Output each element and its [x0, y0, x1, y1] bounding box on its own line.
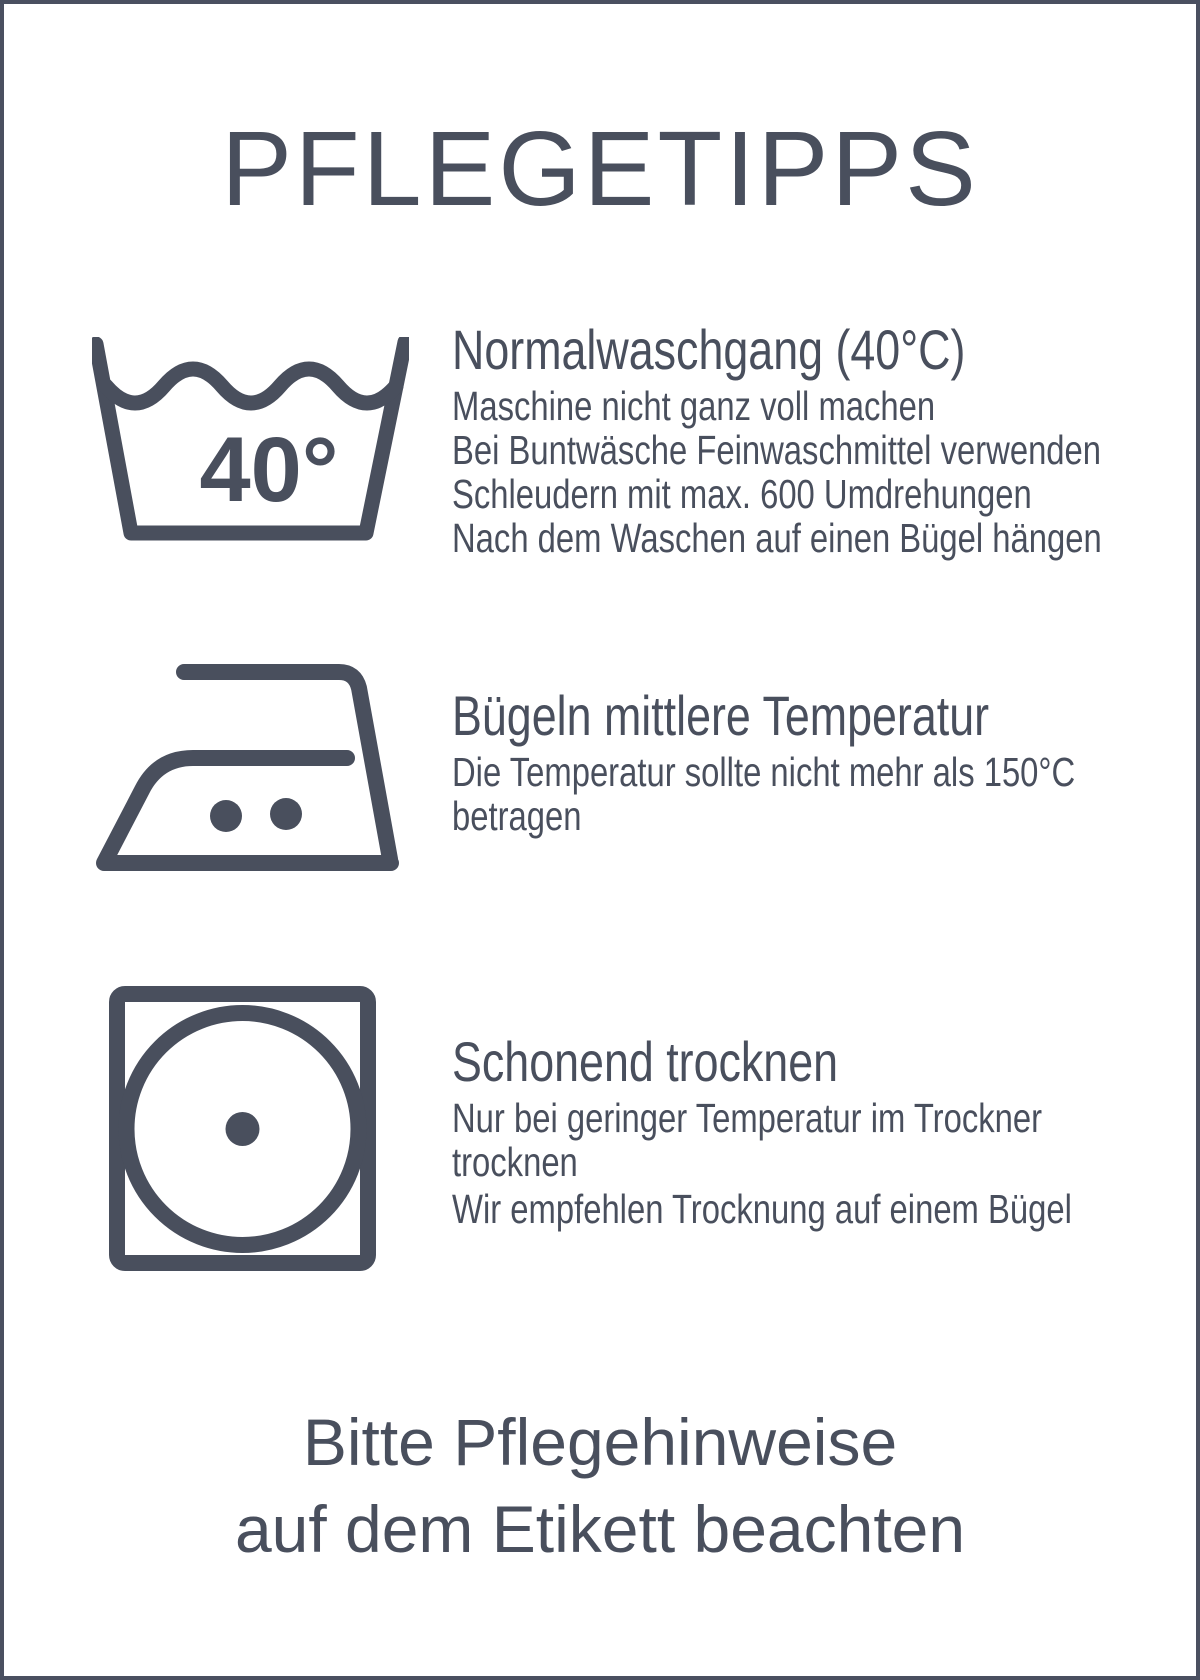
footer-note-line: auf dem Etikett beachten: [234, 1492, 966, 1566]
tumble-dry-icon-svg: [109, 986, 376, 1271]
iron-temperature-dot: [210, 800, 242, 832]
wash-section-heading: Normalwaschgang (40°C): [452, 318, 966, 381]
page-title: PFLEGETIPPS: [221, 110, 979, 228]
iron-tip-line: betragen: [452, 793, 582, 839]
footer-note: [4, 1399, 1196, 1573]
iron-section-heading: Bügeln mittlere Temperatur: [452, 684, 990, 747]
wash-tip-line: Nach dem Waschen auf einen Bügel hängen: [452, 515, 1102, 561]
wash-tip-line: Schleudern mit max. 600 Umdrehungen: [452, 471, 1032, 517]
iron-section-text: [452, 684, 1076, 839]
iron-medium-temperature-icon: [89, 662, 404, 874]
dry-section-text: [452, 1030, 1072, 1232]
iron-body-outline: [104, 758, 391, 863]
dry-tip-line: trocknen: [452, 1139, 578, 1185]
dry-tip-line: Wir empfehlen Trocknung auf einem Bügel: [452, 1186, 1072, 1232]
wash-tip-line: Maschine nicht ganz voll machen: [452, 383, 936, 429]
dryer-low-heat-dot: [226, 1112, 260, 1146]
iron-tip-line: Die Temperatur sollte nicht mehr als 150°C: [452, 749, 1076, 795]
wash-tub-40-icon: [92, 337, 409, 543]
tumble-dry-gentle-icon: [109, 986, 376, 1271]
wash-temperature-label: 40°: [199, 419, 339, 521]
iron-temperature-dot: [270, 798, 302, 830]
dry-tip-line: Nur bei geringer Temperatur im Trockner: [452, 1095, 1043, 1141]
wash-tip-line: Bei Buntwäsche Feinwaschmittel verwenden: [452, 427, 1102, 473]
dry-section-heading: Schonend trocknen: [452, 1030, 839, 1093]
iron-icon-svg: [89, 662, 404, 874]
wash-tub-40-icon-svg: [92, 337, 409, 543]
water-wave-line: [106, 369, 396, 403]
wash-section-text: [452, 318, 1102, 561]
footer-note-line: Bitte Pflegehinweise: [302, 1405, 898, 1479]
